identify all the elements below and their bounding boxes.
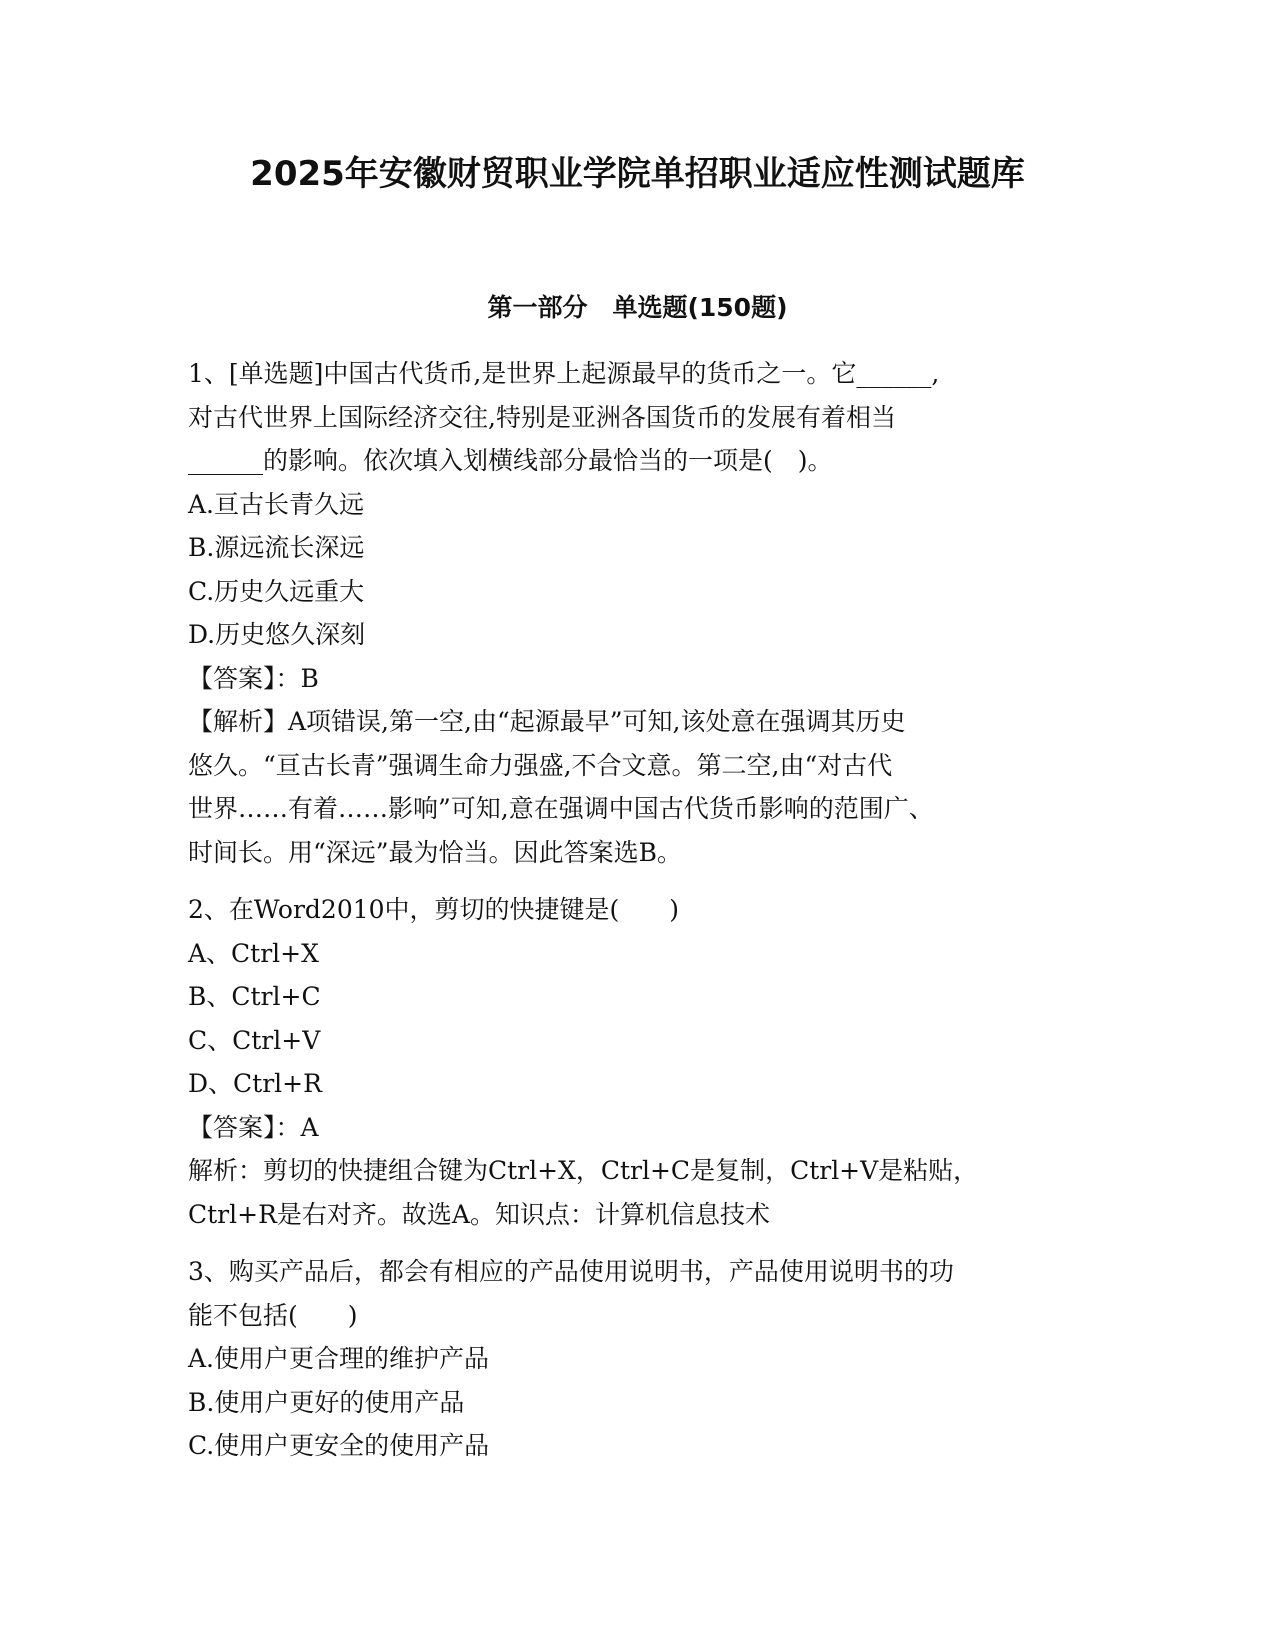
option-b: B.源远流长深远: [188, 533, 365, 562]
option-b: B、Ctrl+C: [188, 982, 321, 1011]
analysis-line: 解析：剪切的快捷组合键为Ctrl+X，Ctrl+C是复制，Ctrl+V是粘贴，: [188, 1156, 979, 1185]
document-body: [188, 352, 1078, 1468]
question-spacer: [188, 1236, 1078, 1250]
option-d: D.历史悠久深刻: [188, 620, 366, 649]
option-d: D、Ctrl+R: [188, 1069, 322, 1098]
question-3: [188, 1250, 1078, 1468]
analysis-line: 世界……有着……影响”可知,意在强调中国古代货币影响的范围广、: [188, 794, 934, 823]
question-2: [188, 888, 1078, 1236]
question-stem-line: 3、购买产品后，都会有相应的产品使用说明书，产品使用说明书的功: [188, 1257, 954, 1286]
option-a: A.使用户更合理的维护产品: [188, 1344, 490, 1373]
answer: 【答案】：A: [188, 1112, 319, 1142]
option-c: C、Ctrl+V: [188, 1025, 321, 1055]
question-stem-line: 对古代世界上国际经济交往,特别是亚洲各国货币的发展有着相当: [188, 402, 896, 432]
question-stem-line: 1、[单选题]中国古代货币,是世界上起源最早的货币之一。它______,: [188, 359, 940, 388]
option-c: C.使用户更安全的使用产品: [188, 1431, 490, 1460]
analysis-line: 悠久。“亘古长青”强调生命力强盛,不合文意。第二空,由“对古代: [188, 750, 893, 780]
question-1: [188, 352, 1078, 874]
answer: 【答案】：B: [188, 663, 319, 693]
question-stem-line: ______的影响。依次填入划横线部分最恰当的一项是( )。: [188, 446, 833, 475]
analysis-line: Ctrl+R是右对齐。故选A。知识点：计算机信息技术: [188, 1199, 770, 1229]
option-a: A、Ctrl+X: [188, 938, 319, 968]
option-c: C.历史久远重大: [188, 576, 365, 606]
question-spacer: [188, 874, 1078, 888]
option-b: B.使用户更好的使用产品: [188, 1387, 465, 1417]
analysis-line: 时间长。用“深远”最为恰当。因此答案选B。: [188, 837, 682, 867]
question-stem-line: 能不包括( ): [188, 1300, 358, 1330]
section-title: 第一部分 单选题(150题): [487, 293, 788, 322]
option-a: A.亘古长青久远: [188, 489, 365, 519]
question-stem-line: 2、在Word2010中，剪切的快捷键是( ): [188, 895, 680, 924]
analysis-line: 【解析】A项错误,第一空,由“起源最早”可知,该处意在强调其历史: [188, 707, 906, 736]
document-title: 2025年安徽财贸职业学院单招职业适应性测试题库: [250, 154, 1025, 194]
